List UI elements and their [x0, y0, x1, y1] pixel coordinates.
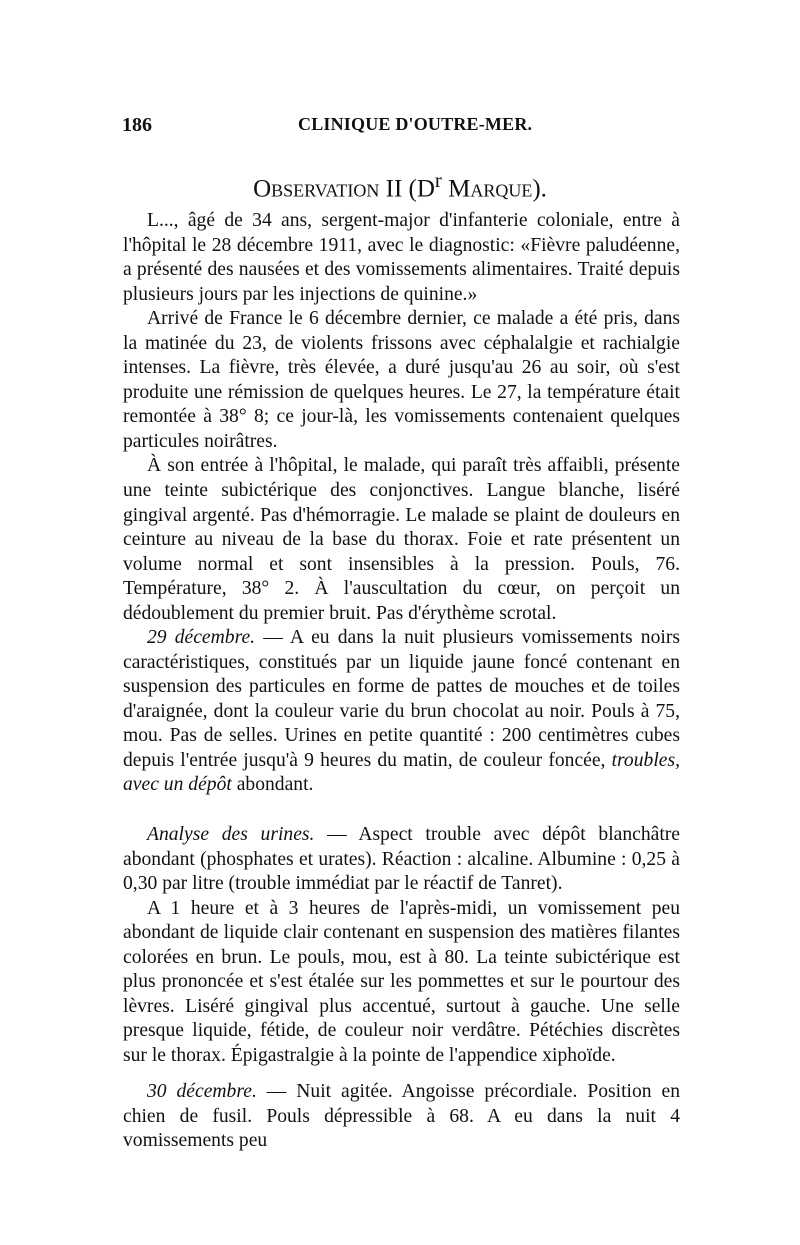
- observation-heading-name: Marque: [441, 175, 533, 203]
- entry-emphasis: troubles, avec un dépôt: [123, 749, 680, 796]
- entry-text: — A eu dans la nuit plusieurs vomissements noirs caractéristiques, constitués par un liquide jaune foncé contenant en suspension des particules en forme de pattes de mouches et de toiles d'araignée, dont la couleur varie du brun chocolat au noir. Pouls à 75, mou. Pas de selles. Urines en petite quantité : 200 centimètres cubes depuis l'entrée jusqu'à 9 heures du matin, de couleur foncée,: [123, 627, 680, 771]
- entry-date: 30 décembre.: [147, 1081, 257, 1102]
- entry-30-december: [123, 1080, 680, 1154]
- entry-30-paragraph: [123, 1080, 680, 1154]
- observation-heading-prefix: Observation II (D: [253, 175, 435, 203]
- urine-analysis-label: Analyse des urines.: [147, 824, 315, 845]
- page-number: 186: [122, 114, 152, 136]
- observation-heading: [0, 168, 800, 203]
- entry-29-december: [123, 626, 680, 798]
- case-onset-paragraph: Arrivé de France le 6 décembre dernier, ce malade a été pris, dans la matinée du 23, de violents frissons avec céphalalgie et rachialgie intenses. La fièvre, très élevée, a duré jusqu'au 26 au soir, où s'est produite une rémission de quelques heures. Le 27, la température était remontée à 38° 8; ce jour-là, les vomissements contenaient quelques particules noirâtres.: [123, 308, 680, 452]
- entry-text: — Nuit agitée. Angoisse précordiale. Position en chien de fusil. Pouls dépressible à 68. A eu dans la nuit 4 vomissements peu: [123, 1081, 680, 1152]
- urine-analysis-block: [123, 823, 680, 1068]
- urine-analysis-paragraph: [123, 823, 680, 897]
- entry-29-paragraph: [123, 626, 680, 798]
- running-title: CLINIQUE D'OUTRE-MER.: [298, 114, 533, 134]
- urine-analysis-text: — Aspect trouble avec dépôt blanchâtre abondant (phosphates et urates). Réaction : alcaline. Albumine : 0,25 à 0,30 par litre (trouble immédiat par le réactif de Tanret).: [123, 824, 680, 895]
- observation-heading-suffix: ).: [532, 175, 547, 203]
- case-history-block: [123, 209, 680, 626]
- observation-heading-sup: r: [434, 168, 442, 192]
- case-admission-paragraph: À son entrée à l'hôpital, le malade, qui paraît très affaibli, présente une teinte subictérique des conjonctives. Langue blanche, liséré gingival argenté. Pas d'hémorragie. Le malade se plaint de douleurs en ceinture au niveau de la base du thorax. Foie et rate présentent un volume normal et sont insensibles à la pression. Pouls, 76. Température, 38° 2. À l'auscultation du cœur, on perçoit un dédoublement du premier bruit. Pas d'érythème scrotal.: [123, 455, 680, 624]
- running-header: [122, 114, 682, 144]
- entry-end: abondant.: [231, 774, 314, 796]
- entry-date: 29 décembre.: [147, 627, 256, 648]
- afternoon-paragraph: A 1 heure et à 3 heures de l'après-midi, un vomissement peu abondant de liquide clair contenant en suspension des matières filantes colorées en brun. Le pouls, mou, est à 80. La teinte subictérique est plus prononcée et s'est étalée sur les pommettes et sur le pourtour des lèvres. Liséré gingival plus accentué, surtout à gauche. Une selle presque liquide, fétide, de couleur noir verdâtre. Pétéchies discrètes sur le thorax. Épigastralgie à la pointe de l'appendice xiphoïde.: [123, 897, 680, 1066]
- case-intro-paragraph: L..., âgé de 34 ans, sergent-major d'infanterie coloniale, entre à l'hôpital le 28 décembre 1911, avec le diagnostic: «Fièvre paludéenne, a présenté des nausées et des vomissements alimentaires. Traité depuis plusieurs jours par les injections de quinine.»: [123, 210, 680, 305]
